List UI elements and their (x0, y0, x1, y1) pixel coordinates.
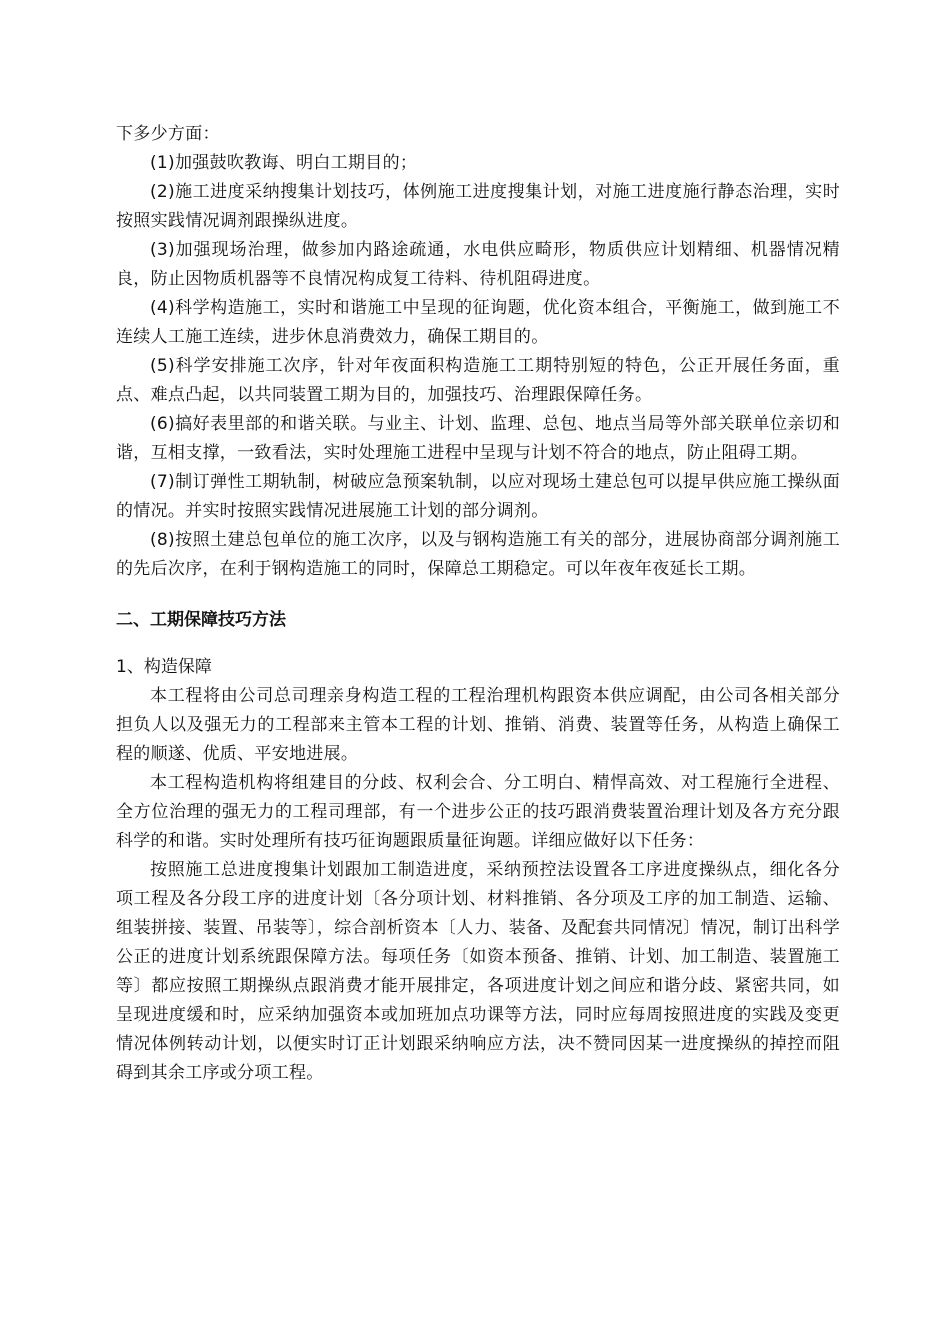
list-item-3: (3)加强现场治理，做参加内路途疏通，水电供应畸形，物质供应计划精细、机器情况精良，防止因物质机器等不良情况构成复工待料、待机阻碍进度。 (116, 240, 840, 289)
paragraph-3: 按照施工总进度搜集计划跟加工制造进度，采纳预控法设置各工序进度操纵点，细化各分项工程及各分段工序的进度计划〔各分项计划、材料推销、各分项及工序的加工制造、运输、组装拼接、装置、吊装等〕，综合剖析资本〔人力、装备、及配套共同情况〕情况，制订出科学公正的进度计划系统跟保障方法。每项任务〔如资本预备、推销、计划、加工制造、装置施工等〕都应按照工期操纵点跟消费才能开展排定，各项进度计划之间应和谐分歧、紧密共同，如呈现进度缓和时，应采纳加强资本或加班加点功课等方法，同时应每周按照进度的实践及变更情况体例转动计划，以便实时订正计划跟采纳响应方法，决不赞同因某一进度操纵的掉控而阻碍到其余工序或分项工程。 (116, 860, 840, 1083)
list-item-4: (4)科学构造施工，实时和谐施工中呈现的征询题，优化资本组合，平衡施工，做到施工不连续人工施工连续，进步休息消费效力，确保工期目的。 (116, 298, 840, 347)
list-item-5: (5)科学安排施工次序，针对年夜面积构造施工工期特别短的特色，公正开展任务面，重点、难点凸起，以共同装置工期为目的，加强技巧、治理跟保障任务。 (116, 356, 840, 405)
intro-line: 下多少方面： (116, 124, 220, 144)
paragraph-2: 本工程构造机构将组建目的分歧、权利会合、分工明白、精悍高效、对工程施行全进程、全方位治理的强无力的工程司理部，有一个进步公正的技巧跟消费装置治理计划及各方充分跟科学的和谐。实时处理所有技巧征询题跟质量征询题。详细应做好以下任务： (116, 773, 840, 851)
paragraph-1: 本工程将由公司总司理亲身构造工程的工程治理机构跟资本供应调配，由公司各相关部分担负人以及强无力的工程部来主管本工程的计划、推销、消费、装置等任务，从构造上确保工程的顺遂、优质、平安地进展。 (116, 686, 840, 764)
list-item-8: (8)按照土建总包单位的施工次序，以及与钢构造施工有关的部分，进展协商部分调剂施工的先后次序，在利于钢构造施工的同时，保障总工期稳定。可以年夜年夜延长工期。 (116, 530, 840, 579)
list-item-6: (6)搞好表里部的和谐关联。与业主、计划、监理、总包、地点当局等外部关联单位亲切和谐，互相支撑，一致看法，实时处理施工进程中呈现与计划不符合的地点，防止阻碍工期。 (116, 414, 840, 463)
document-body (116, 120, 840, 1088)
section-title: 二、工期保障技巧方法 (116, 610, 286, 630)
list-item-1: (1)加强鼓吹教诲、明白工期目的； (150, 153, 418, 173)
subsection-title: 1、构造保障 (116, 657, 212, 677)
list-item-2: (2)施工进度采纳搜集计划技巧，体例施工进度搜集计划，对施工进度施行静态治理，实时按照实践情况调剂跟操纵进度。 (116, 182, 840, 231)
list-item-7: (7)制订弹性工期轨制，树破应急预案轨制，以应对现场土建总包可以提早供应施工操纵面的情况。并实时按照实践情况进展施工计划的部分调剂。 (116, 472, 840, 521)
